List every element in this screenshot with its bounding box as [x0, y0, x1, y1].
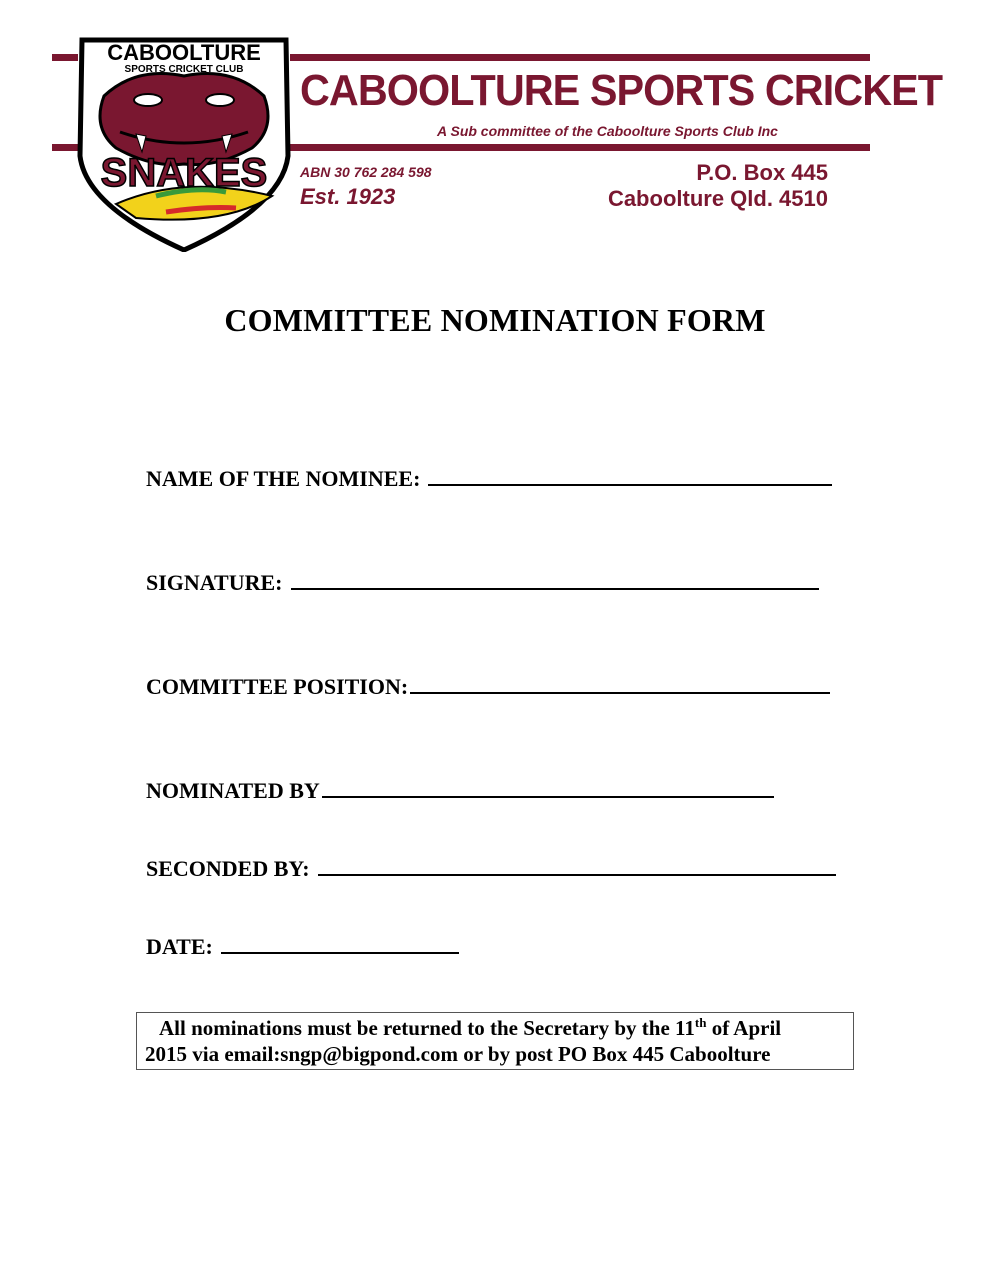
- date-field: [146, 934, 459, 960]
- nominee-field: [146, 466, 832, 492]
- position-field: [146, 674, 830, 700]
- nominee-label: NAME OF THE NOMINEE:: [146, 466, 421, 491]
- header-band-bottom-left: [52, 144, 78, 151]
- club-crest-logo: [76, 36, 292, 252]
- suburb-postcode: Caboolture Qld. 4510: [607, 186, 828, 211]
- po-box: P.O. Box 445: [696, 160, 828, 185]
- crest-text-snakes: SNAKES: [100, 151, 268, 195]
- nominated-by-blank-line[interactable]: [322, 778, 774, 798]
- nominated-by-label: NOMINATED BY: [146, 778, 320, 803]
- crest-text-club: CABOOLTURE: [107, 40, 261, 65]
- club-subtitle: A Sub committee of the Caboolture Sports Club Inc: [437, 123, 778, 139]
- header-band-bottom-right: [290, 144, 870, 151]
- established-year: Est. 1923: [300, 184, 396, 209]
- nominated-by-field: [146, 778, 774, 804]
- notice-ordinal-sup: th: [694, 1015, 707, 1030]
- form-title: COMMITTEE NOMINATION FORM: [224, 302, 766, 338]
- notice-text-before-sup: All nominations must be returned to the Secretary by the 11: [159, 1016, 695, 1040]
- seconded-by-label: SECONDED BY:: [146, 856, 310, 881]
- position-blank-line[interactable]: [410, 674, 830, 694]
- postal-address: [608, 160, 828, 212]
- signature-label: SIGNATURE:: [146, 570, 283, 595]
- notice-line-1: [145, 1015, 845, 1041]
- letterhead: [52, 36, 943, 252]
- header-band-top-right: [290, 54, 870, 61]
- crest-text-sports: SPORTS CRICKET CLUB: [124, 64, 244, 75]
- date-label: DATE:: [146, 934, 213, 959]
- date-blank-line[interactable]: [221, 934, 459, 954]
- notice-text-after-sup: of April: [706, 1016, 782, 1040]
- seconded-by-field: [146, 856, 836, 882]
- club-title: CABOOLTURE SPORTS CRICKET: [300, 66, 943, 115]
- position-label: COMMITTEE POSITION:: [146, 674, 409, 699]
- abn-number: ABN 30 762 284 598: [300, 164, 432, 180]
- snake-crest-icon: [76, 36, 292, 252]
- submission-notice-box: [136, 1012, 854, 1070]
- seconded-by-blank-line[interactable]: [318, 856, 836, 876]
- header-band-top-left: [52, 54, 78, 61]
- notice-line-2: 2015 via email:sngp@bigpond.com or by post PO Box 445 Caboolture: [145, 1042, 771, 1066]
- nominee-blank-line[interactable]: [428, 466, 832, 486]
- signature-field: [146, 570, 819, 596]
- signature-blank-line[interactable]: [291, 570, 819, 590]
